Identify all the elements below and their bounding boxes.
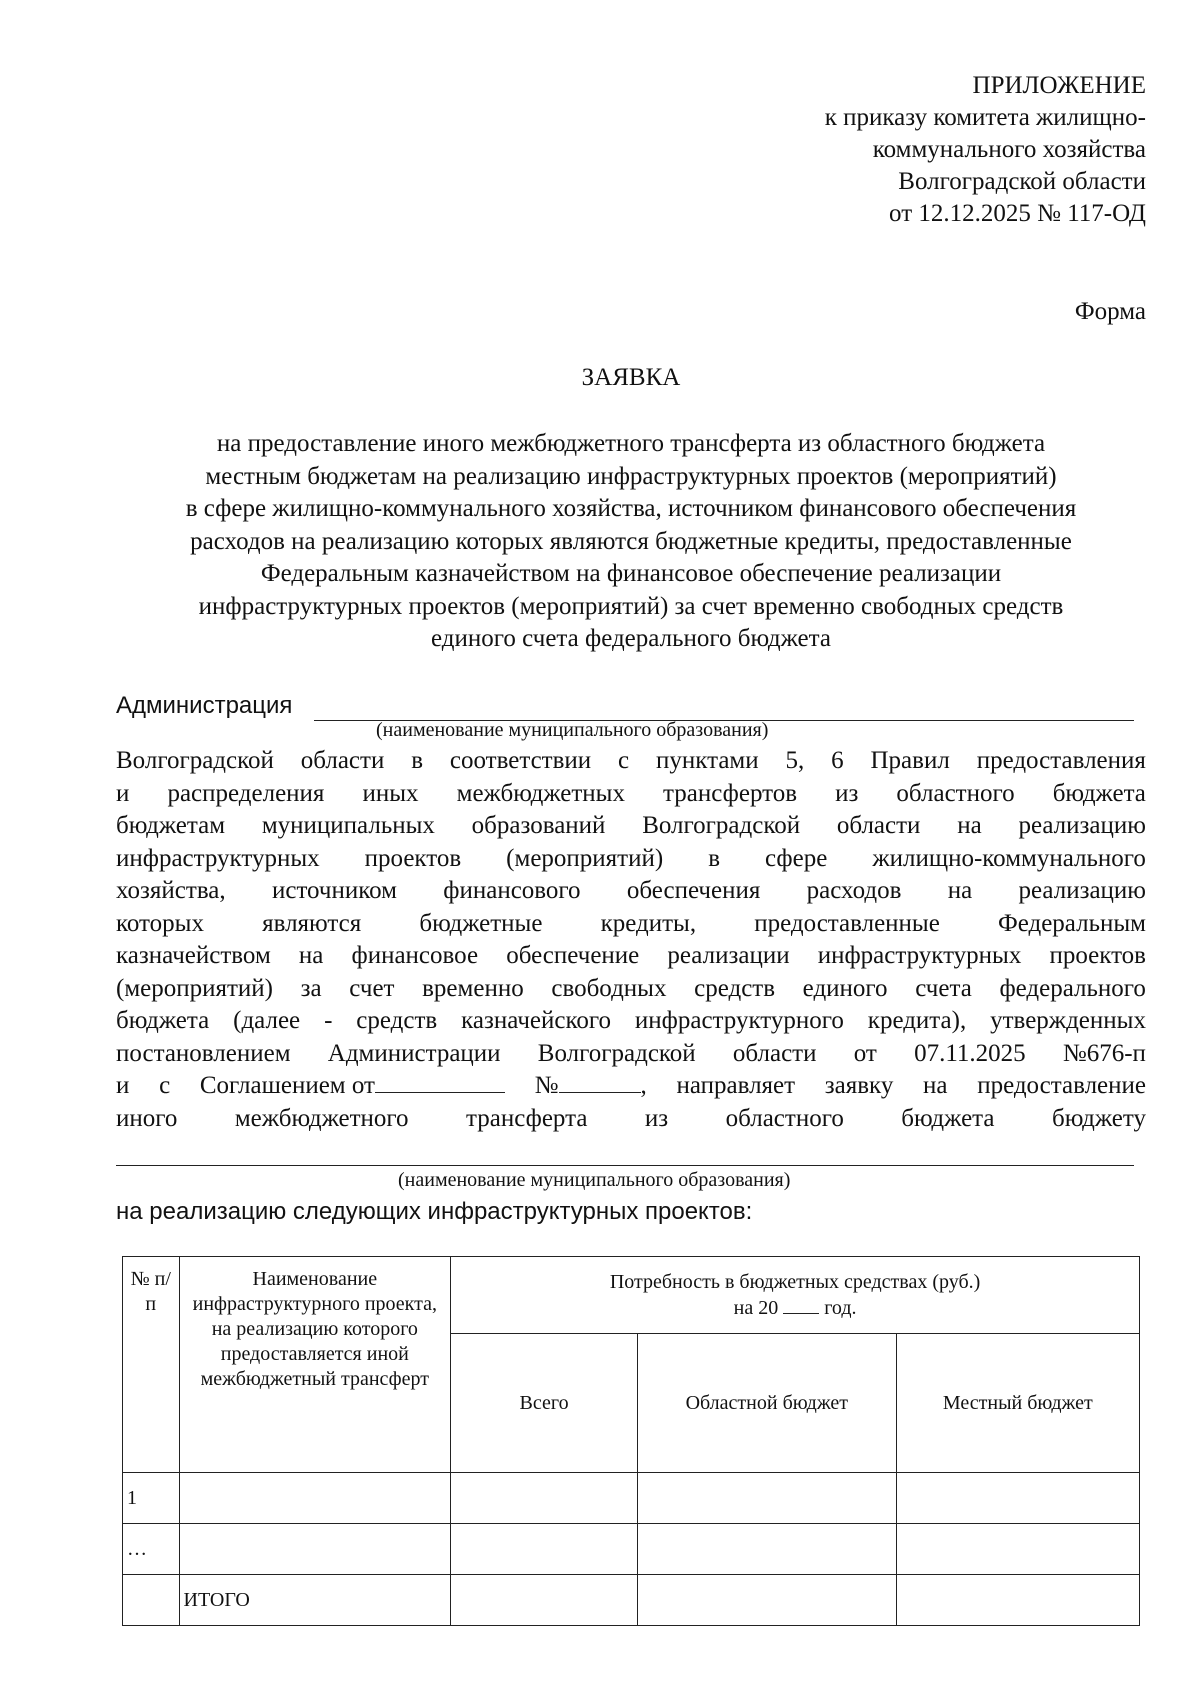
- body-word: из: [835, 779, 859, 807]
- body-word: области: [732, 1039, 817, 1067]
- body-word: утвержденных: [990, 1007, 1146, 1034]
- body-word: источником: [271, 877, 397, 904]
- document-title: ЗАЯВКА: [581, 364, 681, 391]
- body-line: [116, 810, 1146, 843]
- body-word: бюджету: [1051, 1104, 1146, 1132]
- body-word: инфраструктурного: [634, 1007, 844, 1034]
- body-word: кредита),: [867, 1007, 967, 1034]
- body-word: обеспечение: [506, 942, 640, 969]
- body-line: [116, 1103, 1146, 1136]
- body-word: постановлением: [116, 1039, 291, 1067]
- body-line: [116, 1005, 1146, 1038]
- row-number: 1: [123, 1473, 180, 1524]
- body-word: проектов: [1049, 942, 1146, 969]
- body-word: с: [618, 747, 630, 774]
- body-word: жилищно-коммунального: [872, 844, 1146, 872]
- document-subject: [116, 428, 1146, 656]
- subject-line: на предоставление иного межбюджетного трансферта из областного бюджета: [216, 430, 1046, 457]
- body-line-agreement: [116, 1070, 1146, 1103]
- body-word: межбюджетных: [456, 779, 625, 807]
- body-word: реализацию: [1018, 877, 1146, 904]
- body-line: [116, 1038, 1146, 1071]
- body-word: -: [324, 1007, 333, 1034]
- body-word: предоставления: [976, 747, 1146, 774]
- body-word: на: [947, 877, 973, 904]
- year-field[interactable]: [783, 1295, 819, 1314]
- header-local-budget: Местный бюджет: [896, 1334, 1139, 1473]
- body-word: на: [923, 1072, 948, 1099]
- row-total-label: ИТОГО: [179, 1575, 451, 1626]
- body-word: (мероприятий): [506, 844, 664, 872]
- table-row: [123, 1473, 1140, 1524]
- appendix-header: [825, 70, 1146, 230]
- body-word: и: [116, 1072, 130, 1099]
- body-word: пунктами: [656, 747, 759, 774]
- body-word: казначейством: [116, 942, 271, 969]
- body-line: [116, 940, 1146, 973]
- body-word: являются: [262, 909, 362, 937]
- body-word: направляет: [676, 1072, 796, 1099]
- appendix-line: коммунального хозяйства: [872, 136, 1146, 163]
- body-line: [116, 875, 1146, 908]
- municipality-caption: (наименование муниципального образования): [398, 1169, 791, 1191]
- projects-table: [122, 1256, 1140, 1626]
- body-word: казначейского: [461, 1007, 611, 1034]
- body-word: предоставление: [977, 1072, 1146, 1099]
- body-word: реализацию: [1018, 812, 1146, 839]
- body-word: муниципальных: [261, 812, 435, 839]
- body-word: Волгоградской: [116, 747, 274, 774]
- body-word: средств: [356, 1007, 438, 1034]
- body-word: инфраструктурных: [116, 844, 320, 872]
- body-word: расходов: [806, 877, 902, 904]
- subject-line: расходов на реализацию которых являются бюджетные кредиты, предоставленные: [190, 527, 1072, 555]
- body-word: проектов: [364, 844, 462, 872]
- body-word: трансфертов: [663, 779, 798, 807]
- body-line: [116, 745, 1146, 778]
- body-word: реализации: [667, 942, 790, 969]
- body-word: 6: [831, 747, 844, 774]
- header-budget-need: [451, 1257, 1140, 1334]
- header-regional-budget: Областной бюджет: [638, 1334, 897, 1473]
- agreement-date-group: [200, 1070, 505, 1103]
- body-line: [116, 908, 1146, 941]
- header-budget-year: [455, 1295, 1135, 1321]
- subject-line: в сфере жилищно-коммунального хозяйства, источником финансового обеспечения: [185, 495, 1077, 522]
- body-word: бюджетные: [419, 909, 543, 937]
- body-word: обеспечения: [626, 877, 761, 904]
- body-word: образований: [471, 812, 606, 839]
- administration-label: Администрация: [116, 692, 293, 719]
- body-word: области: [836, 812, 921, 839]
- body-word: единого: [802, 974, 888, 1002]
- body-word: средств: [694, 974, 776, 1002]
- body-word: (далее: [233, 1007, 301, 1034]
- body-word: которых: [116, 909, 204, 937]
- row-regional[interactable]: [638, 1524, 897, 1575]
- body-word: 07.11.2025: [914, 1039, 1026, 1067]
- body-word: бюджетам: [116, 812, 226, 839]
- header-number: № п/п: [123, 1257, 180, 1473]
- body-word: счет: [349, 974, 395, 1002]
- row-regional[interactable]: [638, 1575, 897, 1626]
- body-word: за: [300, 974, 322, 1002]
- body-word: в: [411, 747, 424, 774]
- row-number: [123, 1575, 180, 1626]
- subject-line: местным бюджетам на реализацию инфраструктурных проектов (мероприятий): [205, 462, 1057, 490]
- subject-line: инфраструктурных проектов (мероприятий) за счет временно свободных средств: [198, 592, 1064, 620]
- body-word: предоставленные: [754, 909, 940, 937]
- body-word: иного: [116, 1104, 178, 1132]
- row-total[interactable]: [451, 1575, 638, 1626]
- body-word: иных: [362, 779, 419, 807]
- body-word: областного: [896, 779, 1015, 807]
- body-word: бюджета: [901, 1104, 995, 1132]
- agreement-label: Соглашением от: [199, 1072, 375, 1099]
- body-word: временно: [422, 974, 524, 1002]
- body-word: и: [116, 779, 130, 807]
- body-word: области: [300, 747, 385, 774]
- body-line: [116, 843, 1146, 876]
- comma: ,: [640, 1072, 647, 1099]
- body-word: в: [708, 844, 721, 872]
- body-word: №676-п: [1062, 1039, 1146, 1067]
- row-project-name[interactable]: [179, 1473, 451, 1524]
- body-word: инфраструктурных: [817, 942, 1022, 969]
- body-word: распределения: [167, 779, 325, 807]
- appendix-title: ПРИЛОЖЕНИЕ: [972, 72, 1146, 99]
- body-word: Администрации: [327, 1039, 501, 1067]
- body-word: Волгоградской: [642, 812, 801, 839]
- row-project-name[interactable]: [179, 1524, 451, 1575]
- header-total: Всего: [451, 1334, 638, 1473]
- row-local[interactable]: [896, 1575, 1139, 1626]
- row-local[interactable]: [896, 1524, 1139, 1575]
- body-word: хозяйства,: [116, 877, 226, 904]
- body-word: 5,: [785, 747, 805, 774]
- body-word: областного: [725, 1104, 844, 1132]
- body-word: соответствии: [449, 747, 592, 774]
- body-word: заявку: [824, 1072, 894, 1099]
- row-regional[interactable]: [638, 1473, 897, 1524]
- body-word: с: [159, 1072, 171, 1099]
- subject-line: Федеральным казначейством на финансовое обеспечение реализации: [260, 560, 1002, 587]
- body-line: [116, 778, 1146, 811]
- body-paragraph: [116, 745, 1146, 1135]
- appendix-line: Волгоградской области: [898, 168, 1146, 195]
- table-row: [123, 1524, 1140, 1575]
- agreement-number-group: [535, 1070, 647, 1103]
- body-word: (мероприятий): [116, 974, 274, 1002]
- body-word: федерального: [999, 974, 1146, 1002]
- subject-line: единого счета федерального бюджета: [431, 625, 831, 652]
- year-suffix: год.: [824, 1296, 857, 1319]
- appendix-order-ref: от 12.12.2025 № 117-ОД: [889, 200, 1146, 227]
- body-word: Волгоградской: [537, 1039, 696, 1067]
- row-number: …: [123, 1524, 180, 1575]
- recipient-municipality-field[interactable]: [116, 1165, 1134, 1166]
- body-word: трансферта: [466, 1104, 588, 1132]
- form-label: Форма: [1074, 298, 1146, 325]
- body-word: от: [853, 1039, 877, 1067]
- body-word: кредиты,: [600, 909, 697, 937]
- body-word: свободных: [551, 974, 667, 1002]
- appendix-line: к приказу комитета жилищно-: [824, 104, 1146, 131]
- year-prefix: на 20: [733, 1296, 779, 1319]
- header-budget-need-title: Потребность в бюджетных средствах (руб.): [609, 1270, 981, 1293]
- agreement-number-field[interactable]: [559, 1070, 641, 1093]
- body-word: межбюджетного: [234, 1104, 409, 1132]
- table-row-total: [123, 1575, 1140, 1626]
- row-total[interactable]: [451, 1524, 638, 1575]
- body-word: Федеральным: [997, 909, 1146, 937]
- body-word: бюджета: [116, 1007, 210, 1034]
- municipality-caption: (наименование муниципального образования): [376, 719, 769, 741]
- body-word: на: [957, 812, 982, 839]
- body-word: Правил: [870, 747, 950, 774]
- row-total[interactable]: [451, 1473, 638, 1524]
- number-sign: №: [534, 1072, 559, 1099]
- row-local[interactable]: [896, 1473, 1139, 1524]
- body-word: бюджета: [1052, 779, 1146, 807]
- projects-intro: на реализацию следующих инфраструктурных проектов:: [116, 1198, 753, 1225]
- body-word: сфере: [765, 844, 828, 872]
- body-word: счета: [915, 974, 972, 1002]
- body-word: финансовое: [351, 942, 479, 969]
- body-word: финансового: [443, 877, 581, 904]
- body-line: [116, 973, 1146, 1006]
- body-word: из: [644, 1104, 669, 1132]
- agreement-date-field[interactable]: [375, 1070, 505, 1093]
- header-project-name: Наименование инфраструктурного проекта, на реализацию которого предоставляется иной межбюджетный трансферт: [179, 1257, 451, 1473]
- body-word: на: [298, 942, 324, 969]
